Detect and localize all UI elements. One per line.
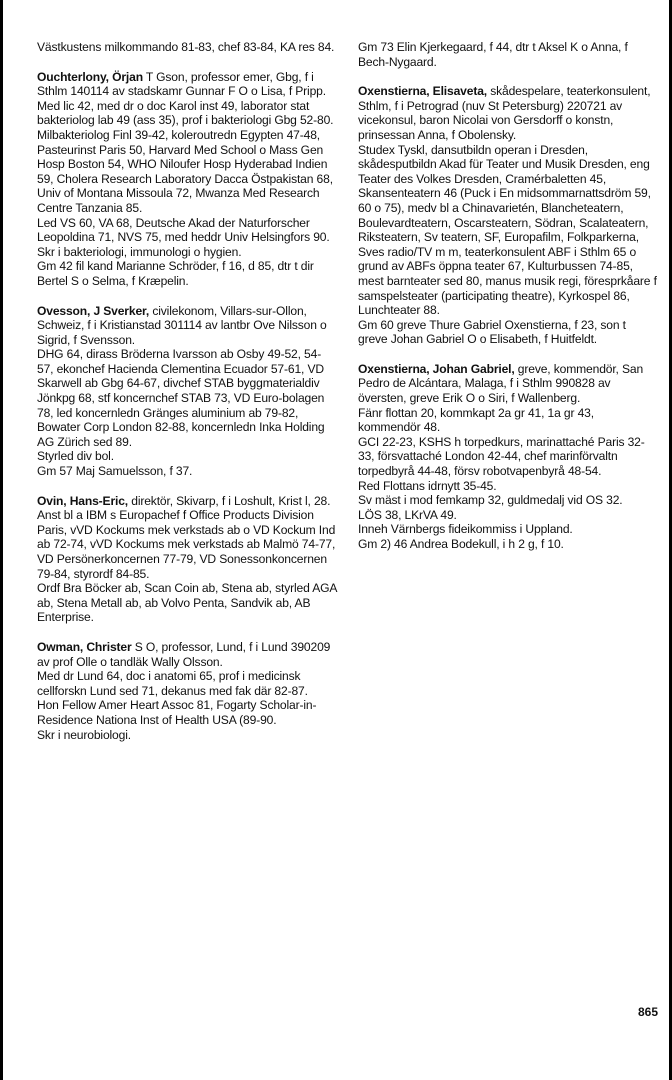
entry-line: Inneh Värnbergs fideikommiss i Uppland.: [358, 522, 573, 537]
entry-header-text: Västkustens milkommando 81-83, chef 83-84, KA res 84.: [37, 40, 335, 54]
entry-header-text: civilekonom, Villars-sur-Ollon, Schweiz, f i Kristianstad 301114 av lantbr Ove Nilsson o Sigrid, f Svensson.: [37, 303, 327, 347]
biography-entry: [37, 304, 337, 479]
entry-line: Ordf Bra Böcker ab, Scan Coin ab, Stena ab, styrled AGA ab, Stena Metall ab, ab Volvo Penta, Sandvik ab, AB Enterprise.: [37, 581, 337, 625]
entry-name: Ovin, Hans-Eric,: [37, 493, 129, 508]
entry-header: [358, 40, 658, 69]
entry-name: Ovesson, J Sverker,: [37, 303, 150, 318]
biography-entry: [37, 70, 337, 289]
entry-line: Gm 60 greve Thure Gabriel Oxenstierna, f 23, son t greve Johan Gabriel O o Elisabeth, f Huitfeldt.: [358, 317, 626, 347]
entry-line: Skr i neurobiologi.: [37, 727, 131, 742]
entry-header: [37, 70, 337, 99]
entry-line: Gm 42 fil kand Marianne Schröder, f 16, d 85, dtr t dir Bertel S o Selma, f Kræpelin.: [37, 259, 314, 288]
entry-header: [37, 640, 337, 669]
entry-line: Led VS 60, VA 68, Deutsche Akad der Naturforscher Leopoldina 71, NVS 75, med heddr Univ Helsingfors 90.: [37, 215, 330, 245]
entry-line: Gm 2) 46 Andrea Bodekull, i h 2 g, f 10.: [358, 537, 564, 551]
entry-name: Ouchterlony, Örjan: [37, 69, 143, 84]
entry-header: [37, 494, 337, 509]
right-column: [358, 40, 658, 567]
page-number: 865: [637, 1005, 658, 1019]
entry-line: Med dr Lund 64, doc i anatomi 65, prof i medicinsk cellforskn Lund sed 71, dekanus med fak där 82-87.: [37, 669, 308, 698]
entry-name: Owman, Christer: [37, 639, 132, 654]
left-column: [37, 40, 337, 757]
biography-entry: [358, 84, 658, 347]
entry-line: Studex Tyskl, dansutbildn operan i Dresden, skådesputbildn Akad für Teater und Musik Dresden, eng Teater des Volkes Dresden, Cramérbaletten 45, Skansenteatern 46 (Puck i En midsommarnattsdröm 59, 60 o 75), medv bl a Chinavarietén, Blancheteatern, Boulevardteatern, Oscarsteatern, Södran, Scalateatern, Riksteatern, Sv teatern, SF, Europafilm, Folkparkerna, Sves radio/TV m m, teaterkonsulent ABF i Sthlm 65 o grund av ABFs öppna teater 67, Kulturbussen 74-85, mest barnteater sed 80, manus musik regi, föresprkåare f samspelsteater (participating theatre), Kyrkospel 86, Lunchteater 88.: [358, 142, 657, 318]
entry-header: [37, 40, 337, 55]
entry-line: Skr i bakteriologi, immunologi o hygien.: [37, 244, 242, 259]
entry-header: [37, 304, 337, 348]
entry-line: Med lic 42, med dr o doc Karol inst 49, laborator stat bakteriolog lab 49 (ass 35), prof i bakteriologi Gbg 52-80.: [37, 98, 334, 128]
left-page-edge: [0, 0, 3, 1080]
entry-line: Styrled div bol.: [37, 449, 114, 464]
entry-header-text: skådespelare, teaterkonsulent, Sthlm, f i Petrograd (nuv St Petersburg) 220721 av vicekonsul, baron Nicolai von Gersdorff o konstn, prinsessan Anna, f Obolensky.: [358, 84, 651, 142]
biography-entry: [37, 640, 337, 742]
entry-name: Oxenstierna, Johan Gabriel,: [358, 361, 515, 376]
entry-header: [358, 362, 658, 406]
entry-header-text: direktör, Skivarp, f i Loshult, Krist l, 28.: [128, 493, 331, 508]
entry-name: Oxenstierna, Elisaveta,: [358, 84, 487, 99]
biography-entry: [358, 40, 658, 69]
biography-entry: [358, 362, 658, 552]
entry-line: LÖS 38, LKrVA 49.: [358, 507, 457, 522]
entry-header-text: T Gson, professor emer, Gbg, f i Sthlm 140114 av stadskamr Gunnar F O o Lisa, f Pripp.: [37, 69, 326, 99]
entry-header-text: greve, kommendör, San Pedro de Alcántara, Malaga, f i Sthlm 990828 av översten, greve Erik O o Siri, f Wallenberg.: [358, 361, 644, 406]
biography-entry: [37, 494, 337, 625]
entry-line: Sv mäst i mod femkamp 32, guldmedalj vid OS 32.: [358, 493, 623, 508]
entry-line: Red Flottans idrnytt 35-45.: [358, 478, 497, 493]
entry-line: Fänr flottan 20, kommkapt 2a gr 41, 1a gr 43, kommendör 48.: [358, 405, 594, 435]
entry-line: Milbakteriolog Finl 39-42, koleroutredn Egypten 47-48, Pasteurinst Paris 50, Harvard Med School o Mass Gen Hosp Boston 54, WHO Niloufer Hosp Hyderabad Indien 59, Cholera Research Laboratory Dacca Östpakistan 68, Univ of Montana Missoula 72, Mwanza Med Research Centre Tanzania 85.: [37, 127, 333, 215]
entry-line: GCI 22-23, KSHS h torpedkurs, marinattaché Paris 32-33, försvattaché London 42-44, chef marinförvaltn torpedbyrå 44-48, försv robotvapenbyrå 48-54.: [358, 434, 645, 479]
entry-header-text: S O, professor, Lund, f i Lund 390209 av prof Olle o tandläk Wally Olsson.: [37, 639, 331, 669]
entry-header-text: Gm 73 Elin Kjerkegaard, f 44, dtr t Aksel K o Anna, f Bech-Nygaard.: [358, 40, 628, 69]
entry-line: Anst bl a IBM s Europachef f Office Products Division Paris, vVD Kockums mek verkstads ab o VD Kockum Ind ab 72-74, vVD Kockums mek verkstads ab Malmö 74-77, VD Persönerkoncernen 77-79, VD Sonessonkoncernen 79-84, styrordf 84-85.: [37, 508, 336, 581]
entry-line: Gm 57 Maj Samuelsson, f 37.: [37, 464, 193, 479]
entry-header: [358, 84, 658, 142]
entry-line: Hon Fellow Amer Heart Assoc 81, Fogarty Scholar-in-Residence Nationa Inst of Health USA (89-90.: [37, 698, 317, 727]
entry-line: DHG 64, dirass Bröderna Ivarsson ab Osby 49-52, 54-57, ekonchef Hacienda Clementina Ecuador 57-61, VD Skarwell ab Gbg 64-67, divchef STAB byggmaterialdiv Jönkpg 68, stf koncernchef STAB 73, VD Euro-bolagen 78, led koncernledn Gränges aluminium ab 79-82, Bowater Corp London 82-88, koncernledn Inka Holding AG Zürich sed 89.: [37, 347, 325, 449]
biography-entry: [37, 40, 337, 55]
